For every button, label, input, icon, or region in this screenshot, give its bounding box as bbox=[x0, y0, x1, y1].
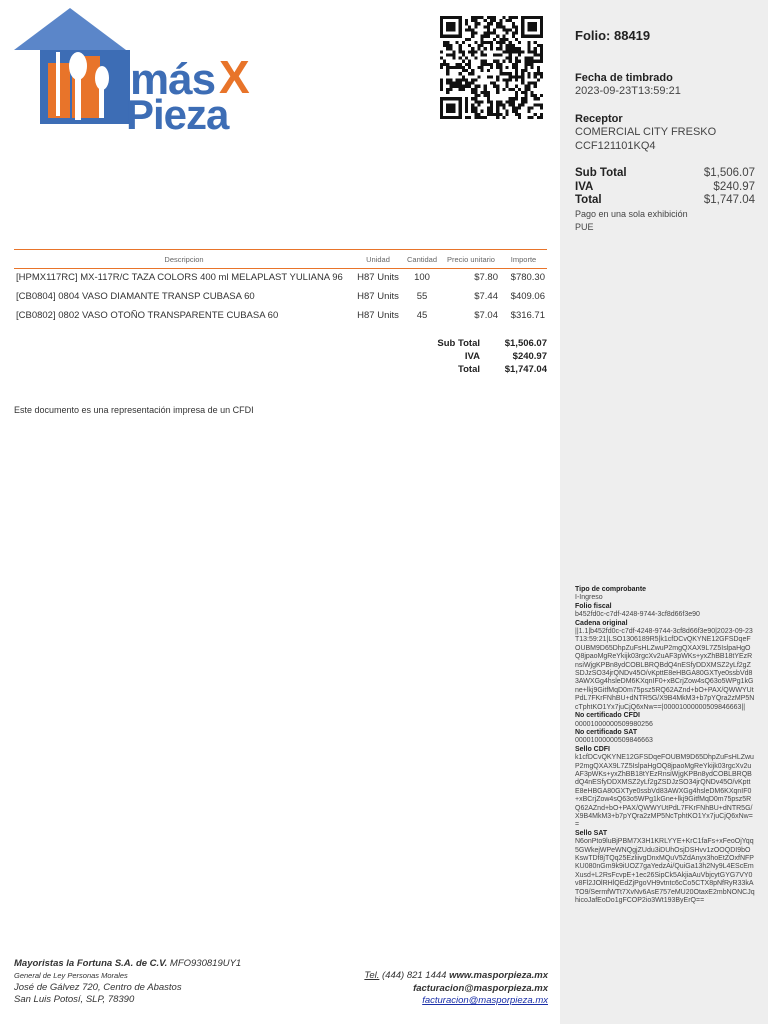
logo-word-pieza: Pieza bbox=[126, 91, 229, 138]
cell-cantidad: 100 bbox=[414, 272, 430, 283]
cert-sat-label: No certificado SAT bbox=[575, 728, 638, 736]
logo-word-x: X bbox=[219, 51, 250, 103]
pago-text: Pago en una sola exhibición bbox=[575, 209, 688, 219]
cell-cantidad: 45 bbox=[416, 310, 428, 321]
iva-label: IVA bbox=[464, 351, 480, 362]
email-text[interactable]: facturacion@masporpieza.mx bbox=[413, 982, 548, 994]
qr-modules bbox=[440, 16, 543, 119]
subtotal-row bbox=[400, 338, 547, 351]
qr-code bbox=[440, 16, 543, 119]
sello-sat-label: Sello SAT bbox=[575, 829, 608, 837]
subtotal-value: $1,506.07 bbox=[504, 338, 547, 349]
subtotal-label: Sub Total bbox=[437, 338, 480, 349]
cell-descripcion: [CB0802] 0802 VASO OTOÑO TRANSPARENTE CUBASA 60 bbox=[16, 310, 279, 321]
cell-unidad: H87 Units bbox=[357, 272, 399, 283]
total-value: $1,747.04 bbox=[504, 364, 547, 375]
receptor-label: Receptor bbox=[575, 113, 623, 125]
cell-cantidad: 55 bbox=[416, 291, 428, 302]
sidebar-iva-value: $240.97 bbox=[713, 181, 755, 193]
company-footer bbox=[14, 958, 241, 1006]
cell-precio: $7.04 bbox=[474, 310, 498, 321]
tipo-comprobante-value: I-Ingreso bbox=[575, 594, 603, 602]
cell-importe: $409.06 bbox=[510, 291, 545, 302]
total-row bbox=[400, 364, 547, 377]
cert-cfdi-value: 00001000000509980256 bbox=[575, 720, 653, 728]
receptor-name: COMERCIAL CITY FRESKO bbox=[575, 126, 717, 138]
tel-label: Tel. bbox=[364, 970, 380, 981]
company-regimen: General de Ley Personas Morales bbox=[14, 971, 128, 980]
sello-cfdi-value: k1cfDCvQKYNE12GFSDqeFOUBM9D65DhpZuFsHLZwuP2mgQXAX9L7Z5IslpaHgOQ8jpaoMgReYkijk03rgcXv2uAF3pWKs+yxZhBB18tYEzRnsiWjgKPBn8ydCOBLBRQBdQ4nESfyDDXMSZ2yLf2gZSDJzSO34jrQNDv45O/vKpttE8eHBGA80GXTye0ssbVd83AWXGg4hsleDM6KXqnIF0+xBCrjZow4sQ63o5WPg1kGne+lkj9GitfMqD0m75psz5RQ62AZnd+bO+PAX/QWWYUtPdL7FKrFNhBU+dNTR5G/X9B4MkM3+b7pYQra2zMP5NcTphtKO1Yx7juCjQ6xNw== bbox=[575, 754, 754, 829]
company-name: Mayoristas la Fortuna S.A. de C.V. bbox=[14, 958, 168, 969]
company-rfc: MFO930819UY1 bbox=[169, 958, 242, 969]
sidebar-total-row bbox=[575, 194, 755, 206]
cert-sat-value: 00001000000509846663 bbox=[575, 737, 653, 745]
table-row bbox=[14, 288, 547, 307]
website-link[interactable]: www.masporpieza.mx bbox=[449, 970, 548, 981]
invoice-summary-panel bbox=[560, 0, 768, 1024]
company-logo bbox=[12, 8, 252, 138]
cell-precio: $7.80 bbox=[474, 272, 498, 283]
sidebar-subtotal-value: $1,506.07 bbox=[703, 167, 755, 179]
contact-footer bbox=[364, 970, 548, 1008]
folio-fiscal-label: Folio fiscal bbox=[575, 602, 612, 610]
company-address-line2: San Luis Potosí, SLP, 78390 bbox=[14, 994, 135, 1005]
invoice-totals bbox=[400, 338, 547, 377]
logo-word-mas: más bbox=[130, 55, 216, 104]
table-row bbox=[14, 269, 547, 289]
sidebar-total-value: $1,747.04 bbox=[703, 194, 755, 206]
tipo-comprobante-label: Tipo de comprobante bbox=[575, 586, 647, 593]
cell-importe: $780.30 bbox=[510, 272, 545, 283]
sello-sat-value: N6onPto9luBjPBM7X3H1KRLYYE+KrC1faFs+xFeoOjYqq5GWkejWPeWNQgjZUdu3iDUhOsjDSHvv1zOOQDI9bOKswTDf8jTQq25EzliivgDnxMQuV5ZdAnyx3hoEtZOxfNFPKU080nGm9k9iUOZ7gaYedzAi/QuiGa13h2Ny9L4EScEmXusd+L2RsFcvpE+1ec26SipCk5AkjiaAuVbjcytGYG7VY0v8Fl2JOlRHlQEdZjPgoVH9vtntc6cCo5CTX8pNfRyR33kATO9/SermfWTt7XvNv6AsE757eMU20OtaxE2mbNONCJqhicoJafEoDo1gFCOP2io3Wt193ByErQ== bbox=[575, 838, 755, 905]
table-header-row bbox=[14, 250, 547, 269]
cell-descripcion: [CB0804] 0804 VASO DIAMANTE TRANSP CUBASA 60 bbox=[16, 291, 255, 302]
fiscal-details bbox=[575, 586, 755, 905]
folio-number: Folio: 88419 bbox=[575, 28, 651, 43]
cfdi-disclaimer: Este documento es una representación impresa de un CFDI bbox=[14, 405, 254, 415]
sello-cfdi-label: Sello CDFI bbox=[575, 745, 611, 753]
header-unidad: Unidad bbox=[354, 250, 402, 269]
tel-number[interactable]: (444) 821 1444 bbox=[382, 970, 447, 981]
sidebar-iva-label: IVA bbox=[575, 181, 594, 193]
cell-unidad: H87 Units bbox=[357, 291, 399, 302]
items-table bbox=[14, 249, 547, 326]
header-importe: Importe bbox=[500, 250, 547, 269]
cadena-original-value: ||1.1|b452fd0c-c7df-4248-9744-3cf8d66f3e90|2023-09-23T13:59:21|LSO1306189R5|k1cfDCvQKYNE12GFSDqeFOUBM9D65DhpZuFsHLZwuP2mgQXAX9L7Z5IslpaHgOQ8jpaoMgReYkijk03rgcXv2uAF3pWKs+yxZhBB18tYEzRnsiWjgKPBn8ydCOBLBRQBdQ4nESfyDDXMSZ2yLf2gZSDJzSO34jrQNDv45O/vKpttE8eHBGA80GXTye0ssbVd83AWXGg4hsleDM6KXqnIF0+xBCrjZow4sQ63o5WPg1kGne+lkj9GitfMqD0m75psz5RQ62AZnd+bO+PAX/QWWYUtPdL7FKrFNhBU+dNTR5G/X9B4MkM3+b7pYQra2zMP5NcTphtKO1Yx7juCjQ6xNw==|00001000000509846663|| bbox=[575, 628, 755, 711]
folio-fiscal-value: b452fd0c-c7df-4248-9744-3cf8d66f3e90 bbox=[575, 611, 700, 619]
iva-value: $240.97 bbox=[512, 351, 547, 362]
sidebar-iva-row bbox=[575, 181, 755, 193]
total-label: Total bbox=[458, 364, 480, 375]
sidebar-total-label: Total bbox=[575, 194, 602, 206]
fecha-value: 2023-09-23T13:59:21 bbox=[575, 85, 681, 97]
cell-descripcion: [HPMX117RC] MX-117R/C TAZA COLORS 400 ml MELAPLAST YULIANA 96 bbox=[16, 272, 343, 283]
receptor-rfc: CCF121101KQ4 bbox=[575, 140, 656, 152]
header-precio: Precio unitario bbox=[442, 250, 500, 269]
header-descripcion: Descripcion bbox=[14, 250, 354, 269]
table-row bbox=[14, 307, 547, 326]
sidebar-subtotal-label: Sub Total bbox=[575, 167, 627, 179]
fecha-label: Fecha de timbrado bbox=[575, 72, 673, 84]
cell-unidad: H87 Units bbox=[357, 310, 399, 321]
email-link[interactable]: facturacion@masporpieza.mx bbox=[422, 995, 548, 1006]
sidebar-subtotal-row bbox=[575, 167, 755, 179]
company-address-line1: José de Gálvez 720, Centro de Abastos bbox=[14, 982, 182, 993]
iva-row bbox=[400, 351, 547, 364]
metodo-pago: PUE bbox=[575, 222, 594, 232]
cert-cfdi-label: No certificado CFDI bbox=[575, 712, 640, 720]
cell-importe: $316.71 bbox=[510, 310, 545, 321]
header-cantidad: Cantidad bbox=[402, 250, 442, 269]
cadena-original-label: Cadena original bbox=[575, 619, 628, 627]
cell-precio: $7.44 bbox=[474, 291, 498, 302]
